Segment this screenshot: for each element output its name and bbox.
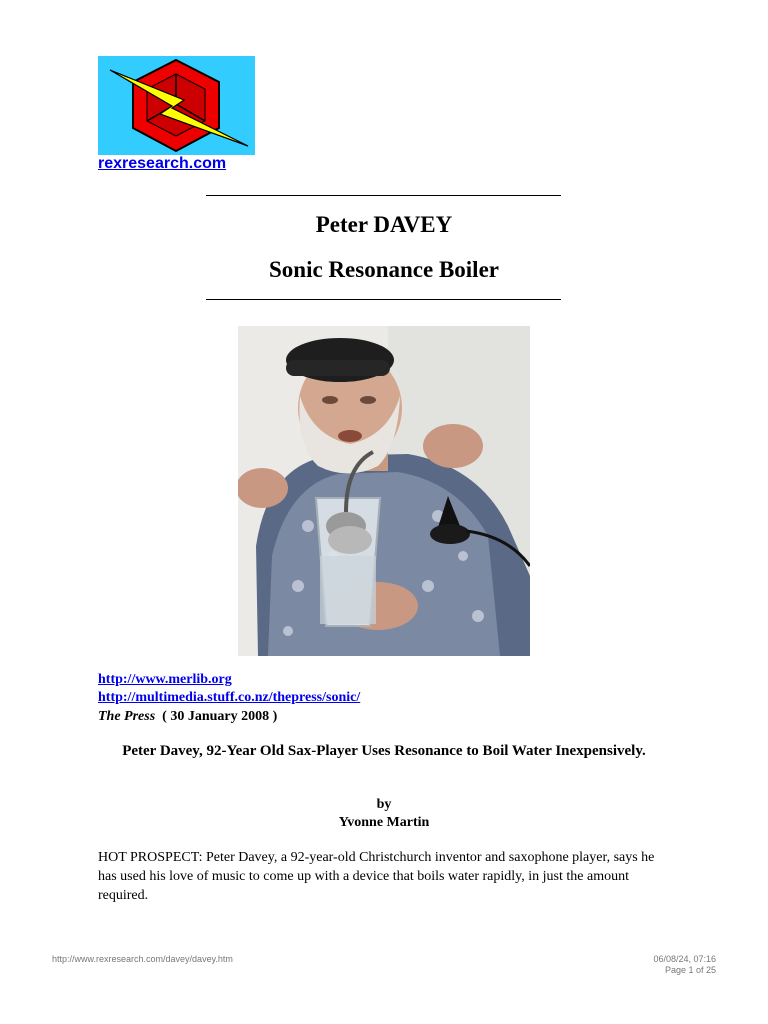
- page-title: Peter DAVEY: [315, 212, 453, 237]
- photo-illustration: [238, 326, 530, 656]
- footer-url: http://www.rexresearch.com/davey/davey.htm: [52, 954, 233, 964]
- logo-hexagon-bolt-icon: [98, 56, 255, 155]
- source-citation: [98, 709, 277, 725]
- byline-by: by: [376, 797, 392, 812]
- publication-name: The Press: [98, 709, 156, 724]
- article-paragraph: HOT PROSPECT: Peter Davey, a 92-year-old Christchurch inventor and saxophone player, says he has used his love of music to come up with a device that boils water rapidly, in just the amount required.: [98, 850, 655, 903]
- stuff-multimedia-link[interactable]: http://multimedia.stuff.co.nz/thepress/sonic/: [98, 690, 361, 705]
- inventor-photo: [238, 326, 530, 656]
- article-headline: Peter Davey, 92-Year Old Sax-Player Uses Resonance to Boil Water Inexpensively.: [122, 743, 646, 759]
- merlib-link[interactable]: http://www.merlib.org: [98, 672, 232, 687]
- footer-datetime: 06/08/24, 07:16: [653, 954, 716, 964]
- page-subtitle: Sonic Resonance Boiler: [269, 257, 499, 282]
- title-rule-top: [206, 195, 561, 196]
- footer-page-number: Page 1 of 25: [664, 965, 716, 975]
- logo-link[interactable]: rexresearch.com: [98, 155, 227, 172]
- title-rule-bottom: [206, 299, 561, 300]
- byline-author: Yvonne Martin: [338, 815, 430, 830]
- site-logo[interactable]: [98, 56, 255, 155]
- publication-date: ( 30 January 2008 ): [162, 709, 278, 724]
